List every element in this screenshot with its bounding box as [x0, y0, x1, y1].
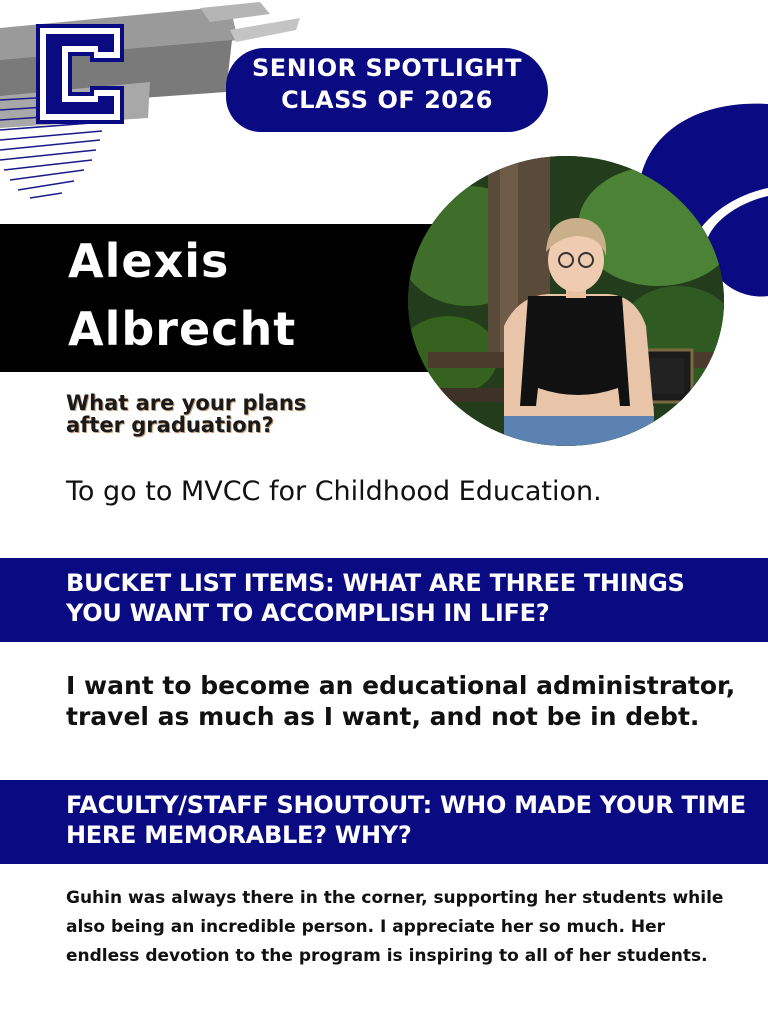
school-logo-c-icon: [30, 18, 130, 130]
student-photo: [408, 156, 724, 446]
shoutout-answer: Guhin was always there in the corner, supporting her students while also being an incredible person. I appreciate her so much. Her endless devotion to the program is inspiring to all of her students.: [66, 888, 724, 966]
shoutout-question: FACULTY/STAFF SHOUTOUT: WHO MADE YOUR TIME HERE MEMORABLE? WHY?: [66, 791, 746, 849]
plans-answer: To go to MVCC for Childhood Education.: [66, 476, 602, 507]
logo-letter: C: [79, 88, 81, 89]
student-last-name: Albrecht: [68, 302, 297, 356]
class-year: CLASS OF 2026: [281, 86, 493, 114]
spotlight-title: SENIOR SPOTLIGHT: [252, 54, 522, 82]
bucket-list-answer: I want to become an educational administrator, travel as much as I want, and not be in debt.: [66, 671, 736, 731]
student-first-name: Alexis: [68, 234, 230, 288]
bucket-list-question: BUCKET LIST ITEMS: WHAT ARE THREE THINGS YOU WANT TO ACCOMPLISH IN LIFE?: [66, 569, 685, 627]
plans-question: What are your plans after graduation?: [66, 391, 307, 437]
